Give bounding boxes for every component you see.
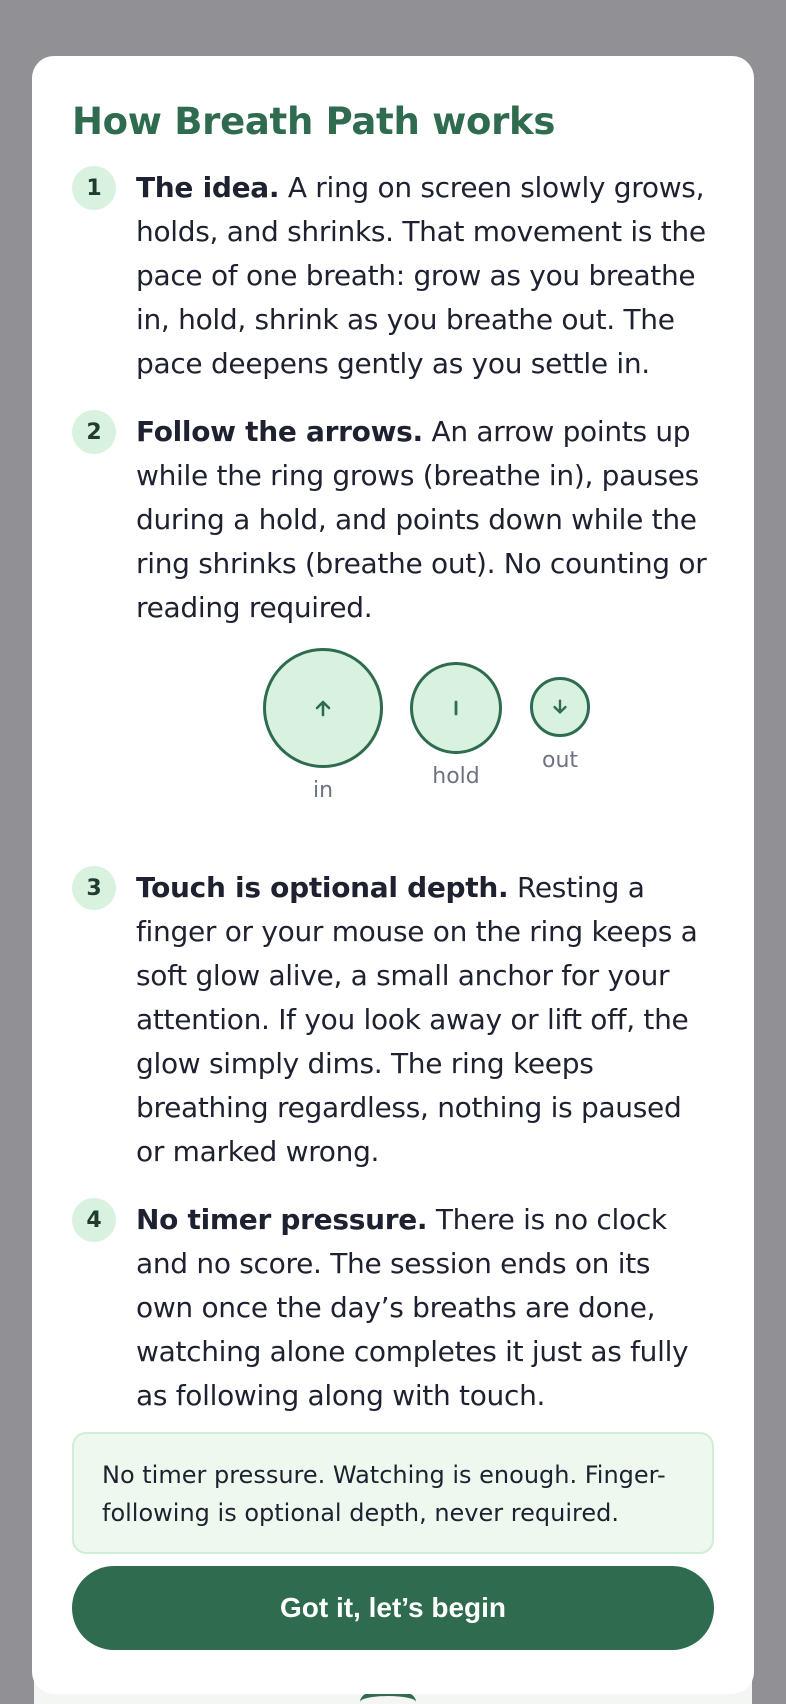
ring-label-in: in	[312, 778, 334, 804]
ring-hold	[410, 662, 502, 754]
step-1	[72, 166, 714, 386]
ring-in	[263, 648, 383, 768]
step-2	[72, 410, 714, 630]
step-text	[136, 410, 714, 630]
modal-title: How Breath Path works	[72, 100, 556, 143]
step-heading: Touch is optional depth.	[136, 871, 509, 905]
ring-label-out: out	[541, 748, 579, 774]
begin-button[interactable]: Got it, let’s begin	[72, 1566, 714, 1650]
step-heading: The idea.	[136, 171, 280, 205]
step-text	[136, 166, 714, 386]
arrow-down-icon	[550, 697, 570, 717]
step-text	[136, 1198, 714, 1418]
step-3	[72, 866, 714, 1174]
how-it-works-modal	[32, 56, 754, 1694]
step-body: An arrow points up while the ring grows (breathe in), pauses during a hold, and points down while the ring shrinks (breathe out). No counting or reading required.	[136, 415, 707, 625]
step-body: Resting a finger or your mouse on the ring keeps a soft glow alive, a small anchor for your attention. If you look away or lift off, the glow simply dims. The ring keeps breathing regardless, nothing is paused or marked wrong.	[136, 871, 698, 1169]
step-text	[136, 866, 714, 1174]
ring-out	[530, 677, 590, 737]
step-number-badge: 1	[72, 166, 116, 210]
reassurance-callout: No timer pressure. Watching is enough. Finger-following is optional depth, never required.	[72, 1432, 714, 1554]
step-heading: Follow the arrows.	[136, 415, 423, 449]
step-body: There is no clock and no score. The session ends on its own once the day’s breaths are done, watching alone completes it just as fully as following along with touch.	[136, 1203, 689, 1413]
step-4	[72, 1198, 714, 1418]
arrow-up-icon	[312, 697, 334, 719]
step-body: A ring on screen slowly grows, holds, and shrinks. That movement is the pace of one breath: grow as you breathe in, hold, shrink as you breathe out. The pace deepens gently as you settle in.	[136, 171, 706, 381]
pause-bar-icon	[451, 698, 461, 718]
step-heading: No timer pressure.	[136, 1203, 428, 1237]
breath-phase-diagram	[72, 648, 714, 848]
step-number-badge: 3	[72, 866, 116, 910]
step-number-badge: 2	[72, 410, 116, 454]
ring-label-hold: hold	[432, 764, 480, 790]
step-number-badge: 4	[72, 1198, 116, 1242]
